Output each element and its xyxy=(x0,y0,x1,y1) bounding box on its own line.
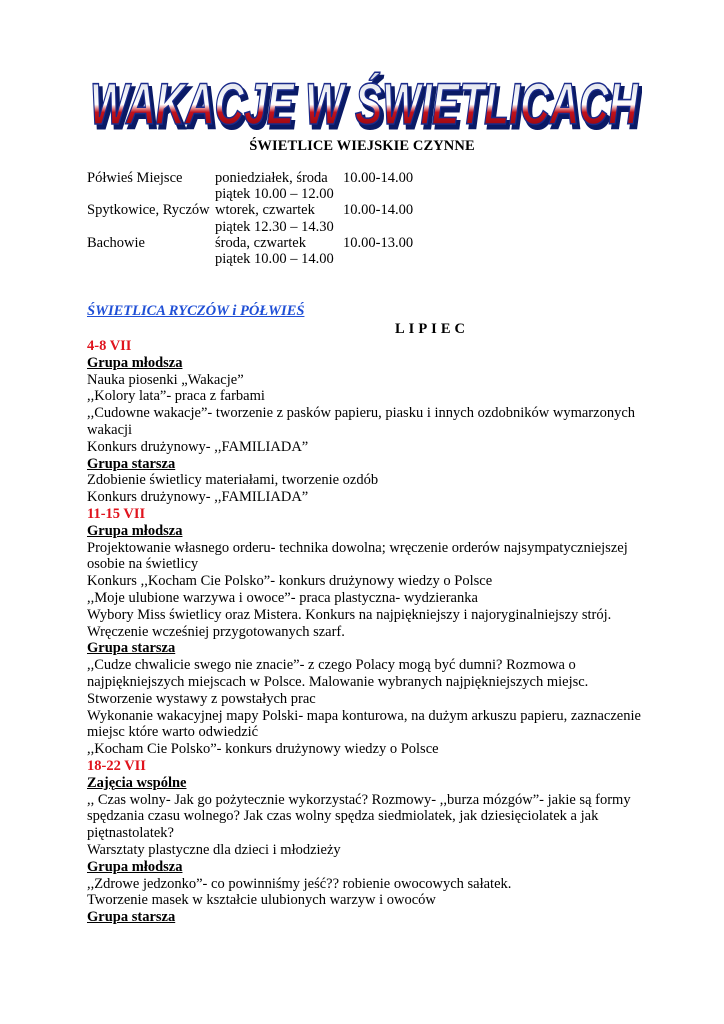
group-heading: Grupa starsza xyxy=(87,640,176,657)
program-content xyxy=(87,338,647,926)
activity-line: ,,Cudze chwalicie swego nie znacie”- z czego Polacy mogą być dumni? Rozmowa o najpiękniejszych miejscach w Polsce. Malowanie wybranych najpiękniejszych miejsc. Stworzenie wystawy z powstałych prac xyxy=(87,657,589,707)
group-heading: Grupa starsza xyxy=(87,909,176,926)
activity-line: ,,Kocham Cie Polsko”- konkurs drużynowy wiedzy o Polsce xyxy=(87,741,439,758)
activity-line: ,,Moje ulubione warzywa i owoce”- praca plastyczna- wydzieranka xyxy=(87,589,478,606)
group-heading: Grupa młodsza xyxy=(87,354,183,371)
schedule-days: środa, czwartek xyxy=(215,234,306,251)
activity-line: Konkurs drużynowy- ,,FAMILIADA” xyxy=(87,438,309,455)
schedule-days: piątek 12.30 – 14.30 xyxy=(215,218,334,235)
activity-line: ,, Czas wolny- Jak go pożytecznie wykorzystać? Rozmowy- ,,burza mózgów”- jakie są formy spędzania czasu wolnego? Jak czas wolny spędza siedmiolatek, jak dziesięciolatek a jak piętnastolatek? xyxy=(87,791,631,842)
activity-line: Konkurs ,,Kocham Cie Polsko”- konkurs drużynowy wiedzy o Polsce xyxy=(87,573,493,590)
group-heading: Zajęcia wspólne xyxy=(87,774,187,791)
activity-line: Konkurs drużynowy- ,,FAMILIADA” xyxy=(87,489,309,506)
date-heading: 11-15 VII xyxy=(87,505,146,522)
activity-line: Wybory Miss świetlicy oraz Mistera. Konkurs na najpiękniejszy i najoryginalniejszy strój. Wręczenie wcześniej przygotowanych szarf. xyxy=(87,606,612,640)
schedule-place: Półwieś Miejsce xyxy=(87,170,183,186)
date-heading: 4-8 VII xyxy=(87,338,132,354)
schedule-days: piątek 10.00 – 14.00 xyxy=(215,250,334,267)
schedule-hours: 10.00-13.00 xyxy=(343,234,414,251)
activity-line: Wykonanie wakacyjnej mapy Polski- mapa konturowa, na dużym arkuszu papieru, zaznaczenie miejsc które warto odwiedzić xyxy=(87,707,641,741)
activity-line: Nauka piosenki „Wakacje” xyxy=(87,371,244,388)
activity-line: Tworzenie masek w kształcie ulubionych warzyw i owoców xyxy=(87,892,436,909)
schedule-hours: 10.00-14.00 xyxy=(343,202,414,219)
schedule-place: Bachowie xyxy=(87,234,145,251)
group-heading: Grupa młodsza xyxy=(87,522,183,539)
activity-line: ,,Kolory lata”- praca z farbami xyxy=(87,388,265,405)
schedule-days: piątek 10.00 – 12.00 xyxy=(215,186,334,203)
group-heading: Grupa młodsza xyxy=(87,858,183,875)
date-heading: 18-22 VII xyxy=(87,757,146,774)
schedule-days: poniedziałek, środa xyxy=(215,170,328,186)
subtitle: ŚWIETLICE WIEJSKIE CZYNNE xyxy=(249,138,475,154)
svg-text:WAKACJE W ŚWIETLICACH: WAKACJE W ŚWIETLICACH xyxy=(93,76,642,134)
schedule-days: wtorek, czwartek xyxy=(215,202,315,219)
banner-title xyxy=(86,64,642,134)
schedule-hours: 10.00-14.00 xyxy=(343,170,414,186)
activity-line: Projektowanie własnego orderu- technika dowolna; wręczenie orderów najsympatyczniejszej osobie na świetlicy xyxy=(87,539,628,573)
banner-wordart xyxy=(86,64,642,134)
group-heading: Grupa starsza xyxy=(87,455,176,472)
section-title: ŚWIETLICA RYCZÓW i PÓŁWIEŚ xyxy=(87,303,305,319)
activity-line: Zdobienie świetlicy materiałami, tworzenie ozdób xyxy=(87,472,379,489)
activity-line: Warsztaty plastyczne dla dzieci i młodzieży xyxy=(87,841,341,858)
svg-text:WAKACJE W ŚWIETLICACH: WAKACJE W ŚWIETLICACH xyxy=(90,72,639,134)
month-heading: LIPIEC xyxy=(395,321,469,337)
activity-line: ,,Zdrowe jedzonko”- co powinniśmy jeść?? robienie owocowych sałatek. xyxy=(87,875,512,892)
activity-line: ,,Cudowne wakacje”- tworzenie z pasków papieru, piasku i innych ozdobników wymarzonych wakacji xyxy=(87,405,636,438)
schedule-place: Spytkowice, Ryczów xyxy=(87,202,210,219)
